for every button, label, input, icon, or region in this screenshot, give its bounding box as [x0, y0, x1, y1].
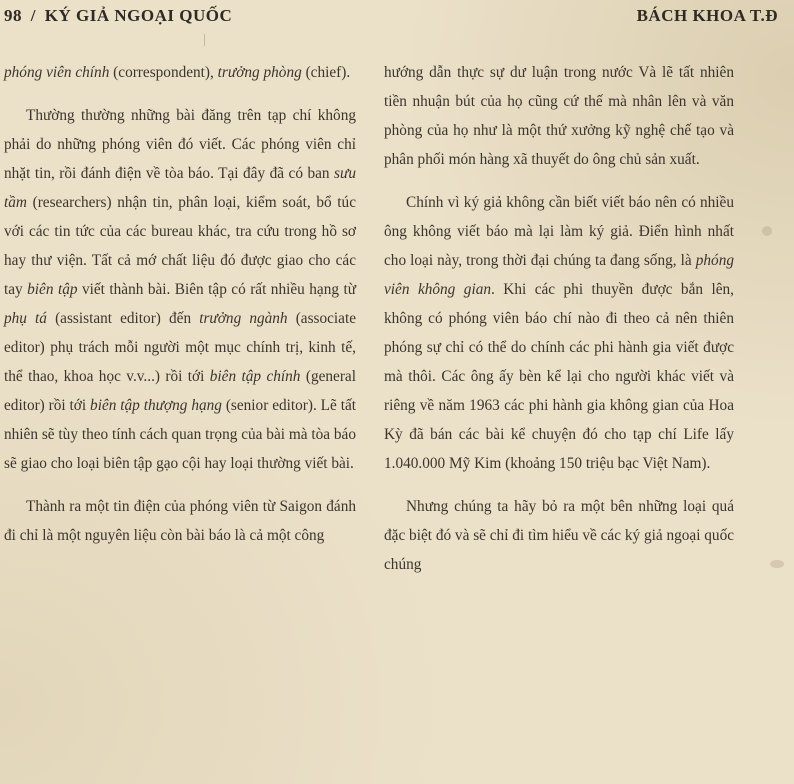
- text-italic: biên tập: [27, 281, 78, 298]
- text: hướng dẫn thực sự dư luận trong nước Và lẽ tất nhiên tiền nhuận bút của họ cũng cứ thế mà nhân lên và văn phòng của họ như là một thứ xưởng kỹ nghệ chế tạo và phân phối món hàng xã thuyết do ông chủ sản xuất.: [384, 64, 734, 168]
- text: Thành ra một tin điện của phóng viên từ Saigon đánh đi chỉ là một nguyên liệu còn bài báo là cả một công: [4, 498, 356, 544]
- text-italic: phóng viên không gian: [384, 252, 734, 298]
- text: Nhưng chúng ta hãy bỏ ra một bên những loại quá đặc biệt đó và sẽ chỉ đi tìm hiểu về các ký giả ngoại quốc chúng: [384, 498, 735, 573]
- running-header: [4, 6, 778, 32]
- text: (associate editor) phụ trách mỗi người một mục chính trị, kinh tế, thể thao, khoa học v.v...) rồi tới: [4, 310, 357, 385]
- left-column: [4, 58, 356, 564]
- paragraph: [4, 58, 356, 87]
- header-separator: /: [30, 6, 36, 25]
- text: Thường thường những bài đăng trên tạp chí không phải do những phóng viên đó viết. Các phóng viên chỉ nhặt tin, rồi đánh điện về tòa báo. Tại đây đã có ban: [4, 107, 356, 182]
- text: (senior editor). Lẽ tất nhiên sẽ tùy theo tính cách quan trọng của bài mà tòa báo sẽ giao cho loại biên tập gạo cội hay loại thường viết bài.: [4, 397, 356, 472]
- text: viết thành bài. Biên tập có rất nhiều hạng từ: [77, 281, 356, 298]
- paragraph: [384, 492, 734, 579]
- paper-stain: [762, 226, 772, 236]
- fold-mark: [204, 34, 205, 46]
- text: (chief).: [301, 64, 351, 81]
- text: (correspondent),: [109, 64, 218, 81]
- text: (general editor) rồi tới: [4, 368, 356, 414]
- text-italic: biên tập chính: [209, 368, 301, 385]
- text-italic: phụ tá: [4, 310, 47, 327]
- paragraph: [384, 58, 734, 174]
- paragraph: [4, 492, 356, 550]
- paragraph: [4, 101, 356, 478]
- text: (assistant editor) đến: [46, 310, 200, 327]
- text-italic: trưởng ngành: [199, 310, 288, 327]
- right-column: [384, 58, 734, 593]
- text: . Khi các phi thuyền được bắn lên, không có phóng viên báo chí nào đi theo cả nên thiên phóng sự chỉ có thể do chính các phi hành gia viết được mà thôi. Các ông ấy bèn kể lại cho người khác viết và riêng về năm 1963 các phi hành gia không gian của Hoa Kỳ đã bán các bài kể chuyện đó cho tạp chí Life lấy 1.040.000 Mỹ Kim (khoảng 150 triệu bạc Việt Nam).: [384, 281, 734, 472]
- text-italic: sưu tầm: [4, 165, 356, 211]
- section-title: KÝ GIẢ NGOẠI QUỐC: [44, 6, 233, 25]
- paper-stain: [770, 560, 784, 568]
- text-italic: trưởng phòng: [217, 64, 302, 81]
- page-number: 98: [4, 6, 22, 25]
- header-left: [4, 6, 236, 26]
- text: (researchers) nhận tin, phân loại, kiểm soát, bổ túc với các tin tức của các bureau khác, tra cứu trong hồ sơ hay thư viện. Tất cả mớ chất liệu đó được giao cho các tay: [4, 194, 356, 298]
- text-italic: phóng viên chính: [4, 64, 110, 81]
- text-italic: biên tập thượng hạng: [90, 397, 222, 414]
- publication-name: BÁCH KHOA T.Đ: [636, 6, 778, 25]
- text: Chính vì ký giả không cần biết viết báo nên có nhiều ông không viết báo mà lại làm ký giả. Điển hình nhất cho loại này, trong thời đại chúng ta đang sống, là: [384, 194, 734, 269]
- paragraph: [384, 188, 734, 478]
